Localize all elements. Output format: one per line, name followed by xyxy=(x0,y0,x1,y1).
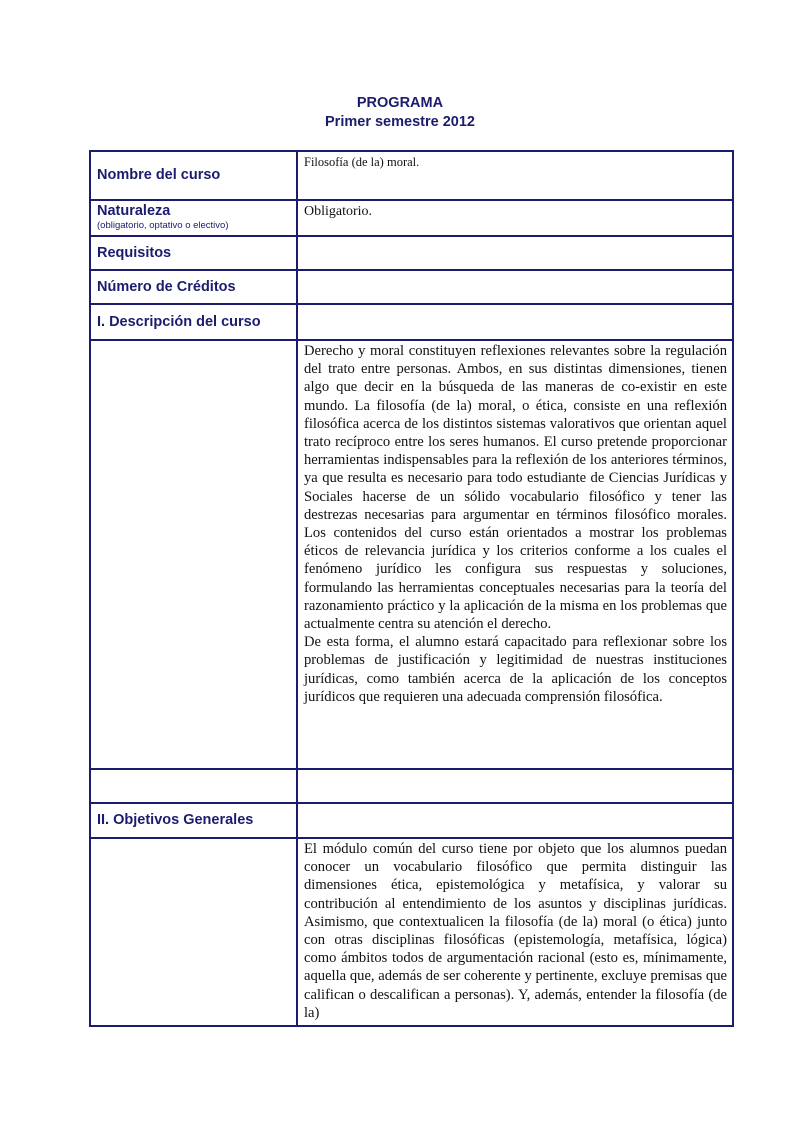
label-cell xyxy=(90,304,297,340)
label-cell xyxy=(90,270,297,304)
naturaleza-label: Naturaleza xyxy=(97,203,171,219)
page-header xyxy=(0,94,800,132)
requisitos-value xyxy=(298,237,732,239)
descripcion-body-cell xyxy=(297,340,733,769)
label-cell xyxy=(90,769,297,803)
value-cell xyxy=(297,803,733,838)
descripcion-paragraph-2: De esta forma, el alumno estará capacitado para reflexionar sobre los problemas de justificación y legitimidad de nuestras instituciones jurídicas, como también acerca de la aplicación de los conceptos jurídicos que requieren una adecuada comprensión filosófica. xyxy=(304,634,727,705)
descripcion-paragraph-1: Derecho y moral constituyen reflexiones relevantes sobre la regulación del trato entre personas. Ambos, en sus distintas dimensiones, tienen algo que decir en la búsqueda de las maneras de co-existir en este mundo. La filosofía (de la) moral, o ética, consiste en una reflexión filosófica acerca de los distintos sistemas valorativos que orientan aquel trato recíproco entre los seres humanos. El curso pretende proporcionar herramientas indispensables para la reflexión de los anteriores términos, ya que resulta es necesario para todo estudiante de Ciencias Jurídicas y Sociales hacerse de un sólido vocabulario filosófico y tener las destrezas necesarias para argumentar en términos filosófico morales. Los contenidos del curso están orientados a mostrar los problemas éticos de relevancia jurídica y los criterios conforme a los cuales el fenómeno jurídico les configura sus respuestas y soluciones, formulando las herramientas conceptuales necesarias para la teoría del razonamiento práctico y la aplicación de la misma en los problemas que actualmente centra su atención el derecho. xyxy=(304,343,727,633)
row-descripcion-header xyxy=(90,304,733,340)
label-cell xyxy=(90,200,297,236)
value-cell xyxy=(297,151,733,200)
program-table xyxy=(89,150,734,1027)
objetivos-paragraph-1: El módulo común del curso tiene por objeto que los alumnos puedan conocer un vocabulario filosófico que permita distinguir las dimensiones ética, epistemológica y metafísica, y valorar su contribución al entendimiento de los asuntos y disciplinas jurídicas. Asimismo, que contextualicen la filosofía (de la) moral (o ética) junto con otras disciplinas filosóficas (epistemología, metafísica, lógica) como ámbitos todos de argumentación racional (esto es, mínimamente, aquella que, además de ser coherente y pertinente, excluye premisas que califican o descalifican a personas). Y, además, entender la filosofía (de la) xyxy=(304,841,727,1021)
row-objetivos-body xyxy=(90,838,733,1026)
creditos-label: Número de Créditos xyxy=(97,279,236,295)
value-cell xyxy=(297,200,733,236)
label-cell xyxy=(90,236,297,270)
row-descripcion-body xyxy=(90,340,733,769)
nombre-value: Filosofía (de la) moral. xyxy=(304,155,420,169)
row-creditos xyxy=(90,270,733,304)
label-cell xyxy=(90,803,297,838)
creditos-value xyxy=(298,271,732,273)
label-cell xyxy=(90,151,297,200)
value-cell xyxy=(297,236,733,270)
page-subtitle: Primer semestre 2012 xyxy=(325,114,475,130)
requisitos-label: Requisitos xyxy=(97,245,172,261)
row-objetivos-header xyxy=(90,803,733,838)
value-cell xyxy=(297,304,733,340)
naturaleza-value: Obligatorio. xyxy=(304,204,373,219)
row-requisitos xyxy=(90,236,733,270)
naturaleza-sublabel: (obligatorio, optativo o electivo) xyxy=(97,220,229,231)
objetivos-body-cell xyxy=(297,838,733,1026)
value-cell xyxy=(297,769,733,803)
page-title: PROGRAMA xyxy=(356,95,444,111)
label-cell xyxy=(90,838,297,1026)
value-cell xyxy=(297,270,733,304)
row-blank xyxy=(90,769,733,803)
nombre-label: Nombre del curso xyxy=(97,167,221,183)
label-cell xyxy=(90,340,297,769)
row-nombre xyxy=(90,151,733,200)
objetivos-label: II. Objetivos Generales xyxy=(97,812,254,828)
row-naturaleza xyxy=(90,200,733,236)
descripcion-label: I. Descripción del curso xyxy=(97,314,261,330)
